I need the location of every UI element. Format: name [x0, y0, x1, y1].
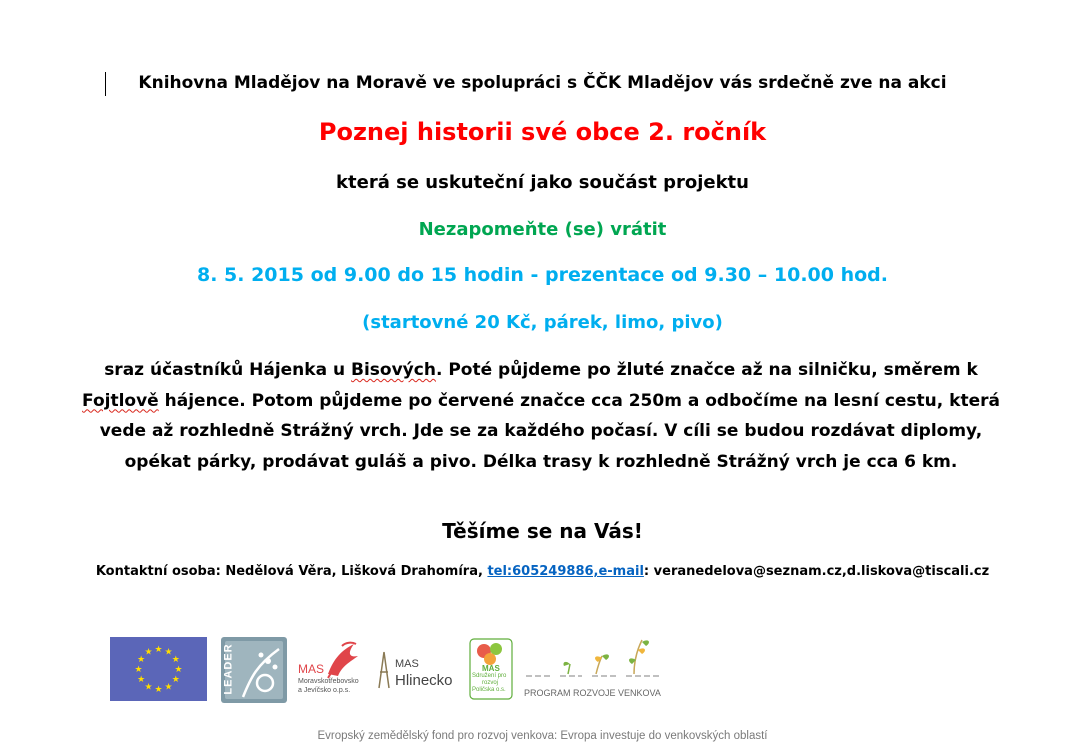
- svg-text:★: ★: [137, 675, 146, 685]
- svg-text:★: ★: [137, 655, 146, 665]
- closing-line: Těšíme se na Vás!: [442, 519, 643, 543]
- mas-mtj-line1: Moravskotřebovsko: [298, 678, 359, 685]
- event-datetime: 8. 5. 2015 od 9.00 do 15 hodin - prezentace od 9.30 – 10.00 hod.: [196, 264, 888, 286]
- svg-text:★: ★: [164, 647, 173, 658]
- event-title: Poznej historii své obce 2. ročník: [318, 118, 767, 146]
- contact-line: [0, 564, 1085, 579]
- description-part-3: hájence. Potom půjdeme po červené značce cca 250m a odbočíme na lesní cestu, která vede až rozhledně Strážný vrch. Jde se za každého počasí. V cíli se budou rozdávat diplomy, opékat párky, prodávat guláš a pivo. Délka trasy k rozhledně Strážný vrch je cca 6 km.: [99, 390, 1000, 472]
- mas-policka-logo: [468, 637, 514, 701]
- mas-policka-line3: rozvoj: [482, 680, 499, 686]
- svg-text:★: ★: [154, 645, 163, 655]
- mas-policka-line4: Poličska o.s.: [472, 687, 506, 693]
- mas-hlinecko-line2: Hlinecko: [395, 672, 453, 689]
- svg-text:★: ★: [134, 665, 143, 675]
- svg-text:★: ★: [154, 685, 163, 695]
- description-part-2: . Poté půjdeme po žluté značce až na silničku, směrem k: [435, 360, 978, 380]
- svg-text:★: ★: [171, 675, 180, 685]
- mas-policka-line1: MAS: [482, 664, 500, 673]
- eu-stars-icon: [110, 637, 207, 701]
- eu-flag-logo: [110, 637, 207, 701]
- misspelled-word-fojtlove: Fojtlově: [82, 390, 159, 411]
- program-rozvoje-venkova-logo: [522, 636, 664, 702]
- mas-moravskotrebovsko-logo: [298, 640, 368, 702]
- project-name: Nezapomeňte (se) vrátit: [418, 219, 667, 240]
- mas-hlinecko-line1: MAS: [395, 658, 419, 670]
- description-part-1: sraz účastníků Hájenka u: [104, 360, 352, 380]
- svg-text:★: ★: [144, 647, 153, 658]
- event-description: [68, 355, 1014, 477]
- misspelled-word-bisovych: Bisových: [351, 360, 436, 380]
- contact-link[interactable]: tel:605249886,e-mail: [487, 564, 644, 579]
- svg-text:★: ★: [164, 682, 173, 693]
- figure-icon: [377, 648, 391, 694]
- event-fee: (startovné 20 Kč, párek, limo, pivo): [362, 312, 723, 333]
- mas-hlinecko-logo: [377, 648, 455, 694]
- contact-prefix: Kontaktní osoba: Nedělová Věra, Lišková Drahomíra,: [95, 564, 488, 579]
- leader-logo: [221, 637, 287, 703]
- intro-line: Knihovna Mladějov na Moravě ve spolupráci s ČČK Mladějov vás srdečně zve na akci: [138, 73, 947, 93]
- svg-text:★: ★: [144, 682, 153, 693]
- svg-text:★: ★: [174, 665, 183, 675]
- mas-mtj-line2: a Jevíčsko o.p.s.: [298, 687, 351, 694]
- mas-policka-line2: Sdružení pro: [472, 673, 507, 679]
- leader-label: LEADER: [222, 643, 235, 695]
- prv-label: PROGRAM ROZVOJE VENKOVA: [524, 688, 661, 698]
- sprouts-icon: [522, 636, 664, 686]
- footer-text: Evropský zemědělský fond pro rozvoj venkova: Evropa investuje do venkovských oblastí: [317, 730, 768, 742]
- contact-suffix: : veranedelova@seznam.cz,d.liskova@tiscali.cz: [643, 564, 990, 579]
- mas-mtj-name: MAS: [298, 662, 325, 676]
- event-subtitle: která se uskuteční jako součást projektu: [336, 172, 749, 193]
- svg-text:★: ★: [171, 655, 180, 665]
